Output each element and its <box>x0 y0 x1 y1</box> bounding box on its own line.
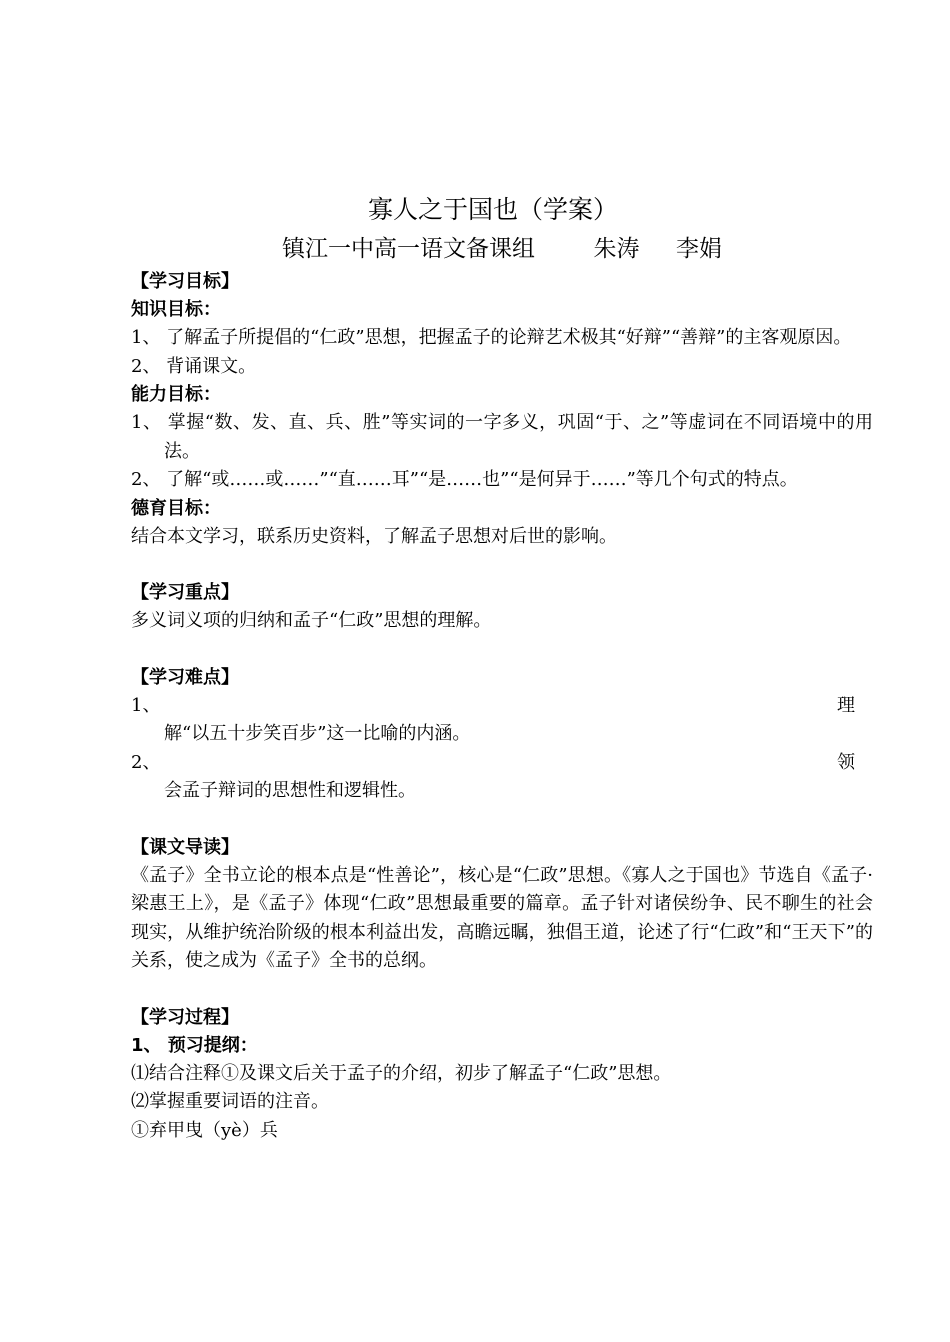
guide-paragraph: 《孟子》全书立论的根本点是“性善论”，核心是“仁政”思想。《寡人之于国也》节选自《孟子·梁惠王上》，是《孟子》体现“仁政”思想最重要的篇章。孟子针对诸侯纷争、民不聊生的社会现实，从维护统治阶级的根本利益出发，高瞻远瞩，独倡王道，论述了行“仁政”和“王天下”的关系，使之成为《孟子》全书的总纲。 <box>131 864 873 971</box>
moral-goals-label: 德育目标： <box>131 497 221 519</box>
moral-goal-text: 结合本文学习，联系历史资料，了解孟子思想对后世的影响。 <box>131 525 617 547</box>
preview-outline-label: 1、 预习提纲： <box>131 1034 258 1056</box>
difficulty-item-rest: 解“以五十步笑百步”这一比喻的内涵。 <box>164 723 471 744</box>
ability-goal-item: 2、 了解“或……或……”“直……耳”“是……也”“是何异于……”等几个句式的特点。 <box>131 469 798 490</box>
guide-heading: 【课文导读】 <box>131 836 239 858</box>
knowledge-goal-item: 2、 背诵课文。 <box>131 355 257 377</box>
process-line: ⑴结合注释①及课文后关于孟子的介绍，初步了解孟子“仁政”思想。 <box>131 1062 672 1084</box>
spacer <box>131 551 873 579</box>
difficulty-first-char: 理 <box>837 694 855 716</box>
key-points-text: 多义词义项的归纳和孟子“仁政”思想的理解。 <box>131 610 492 631</box>
spacer <box>131 976 873 1004</box>
knowledge-goals-label: 知识目标： <box>131 299 221 320</box>
spacer <box>131 636 873 664</box>
knowledge-goal-item: 1、 了解孟子所提倡的“仁政”思想，把握孟子的论辩艺术极其“好辩”“善辩”的主客观原因。 <box>131 327 852 348</box>
difficulty-item-first-line <box>131 692 873 721</box>
difficulty-item-rest: 会孟子辩词的思想性和逻辑性。 <box>164 780 416 801</box>
difficulty-number: 2、 <box>131 751 161 773</box>
document-subtitle: 镇江一中高一语文备课组 朱涛 李娟 <box>281 236 723 262</box>
key-points-heading: 【学习重点】 <box>131 582 239 603</box>
difficulty-number: 1、 <box>131 694 161 716</box>
process-line: ①弃甲曳（yè）兵 <box>131 1119 278 1141</box>
process-line: ⑵掌握重要词语的注音。 <box>131 1091 329 1112</box>
spacer <box>131 806 873 834</box>
difficulty-item-first-line <box>131 749 873 778</box>
ability-goal-item: 1、 掌握“数、发、直、兵、胜”等实词的一字多义，巩固“于、之”等虚词在不同语境中的用法。 <box>131 412 873 462</box>
ability-goals-label: 能力目标： <box>131 384 221 405</box>
document-page <box>131 190 873 1145</box>
document-title: 寡人之于国也（学案） <box>367 195 618 224</box>
goals-heading: 【学习目标】 <box>131 271 239 292</box>
difficulty-first-char: 领 <box>837 751 855 773</box>
difficulties-heading: 【学习难点】 <box>131 666 239 688</box>
process-heading: 【学习过程】 <box>131 1006 239 1028</box>
